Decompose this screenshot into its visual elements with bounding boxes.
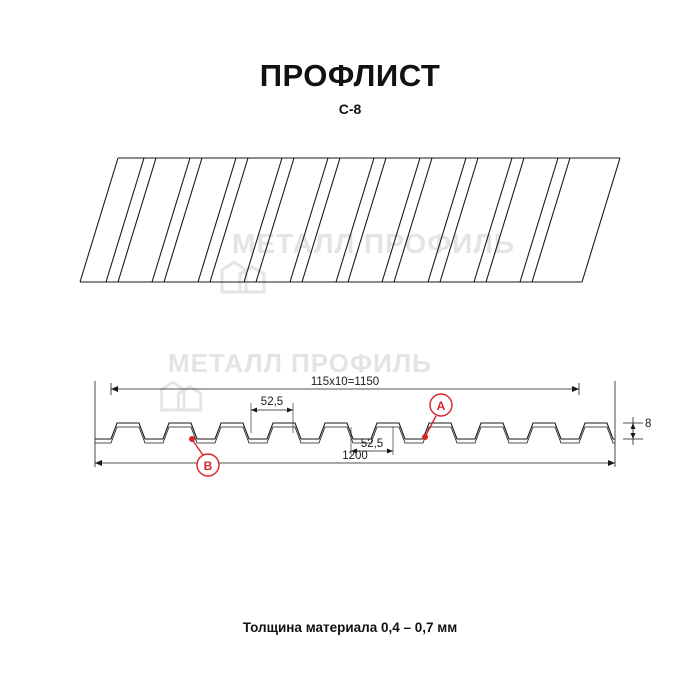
material-thickness-note: Толщина материала 0,4 – 0,7 мм: [242, 620, 458, 635]
callout-b-label: B: [203, 459, 213, 473]
dimension-pitch-upper-label: 52,5: [260, 396, 284, 408]
callout-b[interactable]: [189, 436, 219, 476]
watermark-text-top: МЕТАЛЛ ПРОФИЛЬ: [232, 228, 515, 259]
isometric-svg: [60, 140, 640, 300]
product-model: С-8: [338, 101, 362, 117]
watermark-text-bottom: МЕТАЛЛ ПРОФИЛЬ: [168, 348, 432, 378]
isometric-sheet-view: [60, 140, 640, 300]
dimension-top-span-label: 115x10=1150: [310, 376, 380, 388]
cross-section-svg: [55, 355, 655, 495]
dimension-total-width-label: 1200: [342, 450, 368, 462]
callout-a-label: A: [436, 399, 446, 413]
callout-a[interactable]: [422, 394, 452, 440]
dimension-height-label: 8: [645, 418, 652, 430]
dimension-height: [631, 417, 636, 445]
profile-outline: [95, 423, 615, 443]
page-title: ПРОФЛИСТ: [259, 58, 441, 93]
dimension-pitch-lower-label: 52,5: [360, 438, 384, 450]
cross-section-view: [55, 355, 655, 495]
